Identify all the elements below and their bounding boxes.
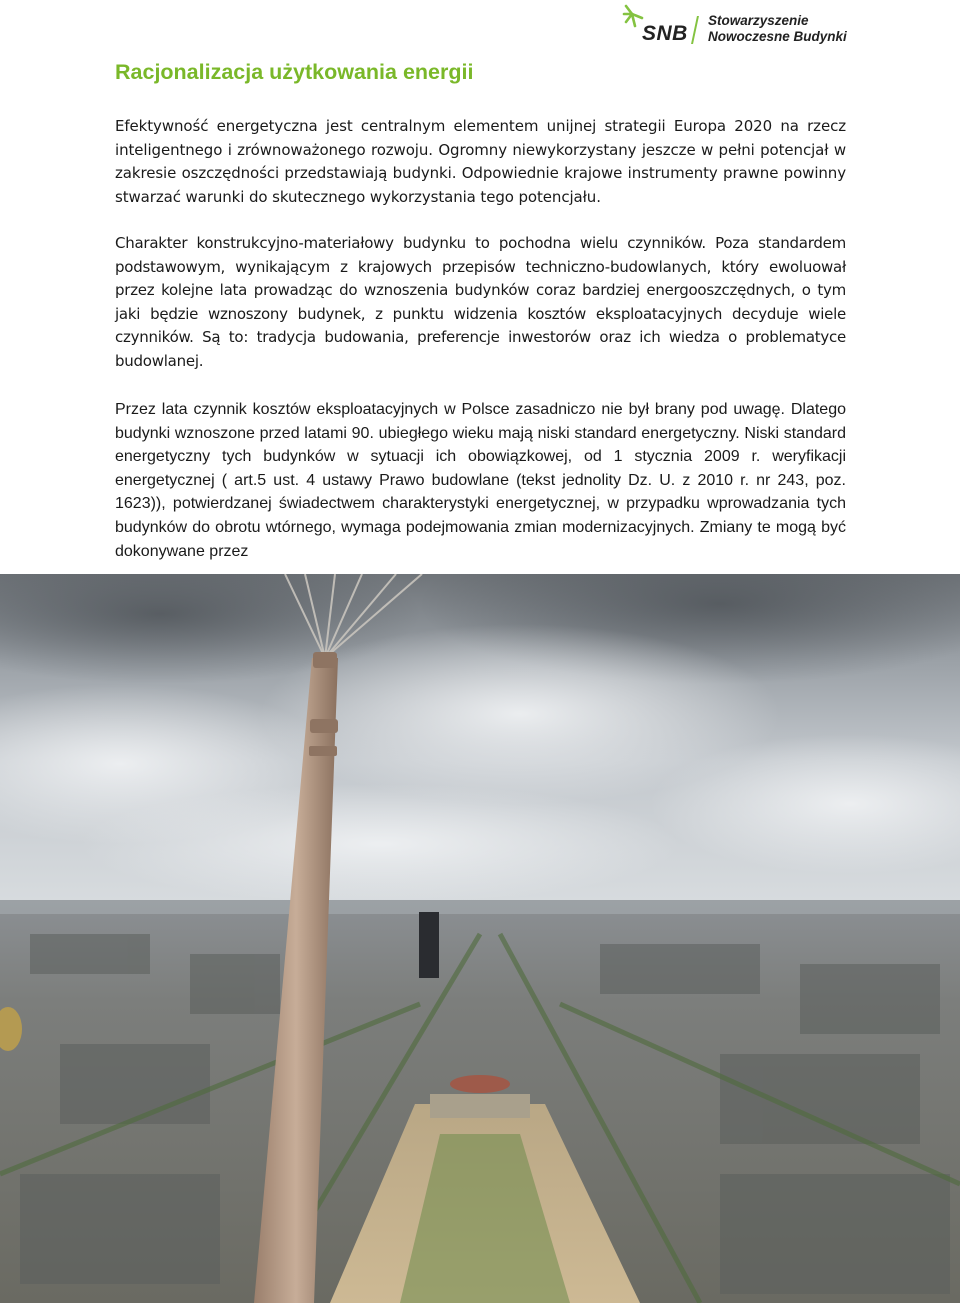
paragraph-2: Charakter konstrukcyjno-materiałowy budynku to pochodna wielu czynników. Poza standardem podstawowym, wynikającym z krajowych przepisów techniczno-budowlanych, który ewoluował przez kolejne lata prowadząc do wznoszenia budynków coraz bardziej energooszczędnych, o tym jaki będzie wznoszony budynek, z punktu widzenia kosztów eksploatacyjnych decyduje wiele czynników. Są to: tradycja budowania, preferencje inwestorów oraz ich wiedza o problematyce budowlanej. [115,234,846,370]
logo-name-line-2: Nowoczesne Budynki [708,29,847,44]
logo-separator [691,16,699,44]
snb-logo-mark-icon [622,4,644,38]
paragraph-3: Przez lata czynnik kosztów eksploatacyjnych w Polsce zasadniczo nie był brany pod uwagę. Dlatego budynki wznoszone przed latami 90. ubiegłego wieku mają niski standard energetyczny. Niski standard energetyczny tych budynków w sytuacji ich obowiązkowej, od 1 stycznia 2009 r. weryfikacji energetycznej ( art.5 ust. 4 ustawy Prawo budowlane (tekst jednolity Dz. U. z 2010 r. nr 243, poz. 1623)), potwierdzanej świadectwem charakterystyki energetycznej, w przypadku wprowadzania tych budynków do obrotu wtórnego, wymaga podejmowania zmian modernizacyjnych. Zmiany te mogą być dokonywane przez [115,401,846,560]
logo-short-name: SNB [642,22,688,45]
logo-full-name [708,13,847,45]
aerial-city-photo [0,574,960,1303]
snb-logo [622,4,852,46]
paragraph-1: Efektywność energetyczna jest centralnym elementem unijnej strategii Europa 2020 na rzecz inteligentnego i zrównoważonego rozwoju. Ogromny niewykorzystany jeszcze w pełni potencjał w zakresie oszczędności przedstawiają budynki. Odpowiednie krajowe instrumenty prawne powinny stwarzać warunki do skutecznego wykorzystania tego potencjału. [115,117,846,206]
logo-name-line-1: Stowarzyszenie [708,13,809,28]
page-title: Racjonalizacja użytkowania energii [115,60,474,84]
